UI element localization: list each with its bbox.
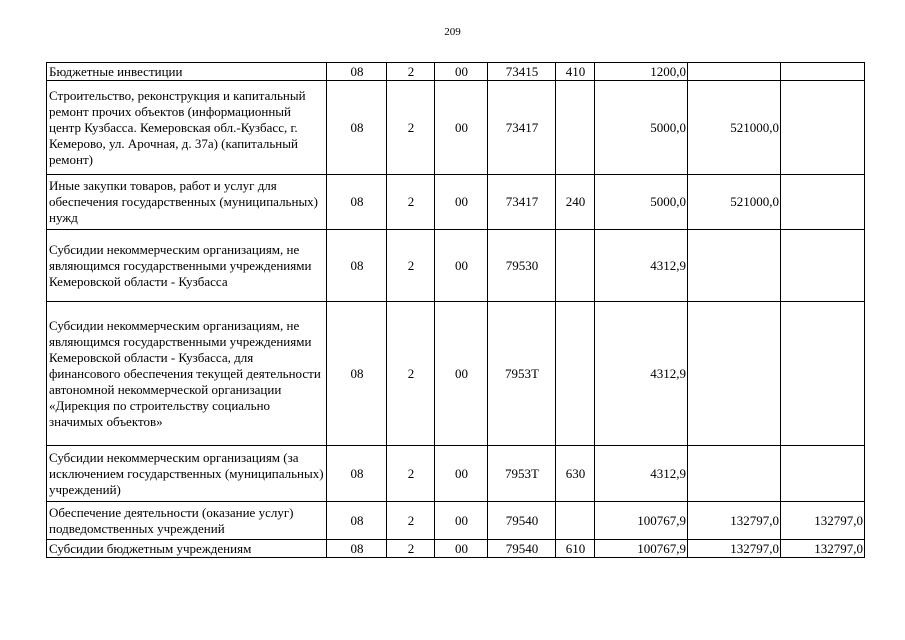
cell-sum2 (688, 446, 781, 502)
cell-section: 08 (327, 302, 387, 446)
cell-sum3 (781, 81, 865, 175)
cell-subsection: 2 (387, 63, 435, 81)
table-row (47, 81, 865, 175)
cell-section: 08 (327, 502, 387, 540)
cell-sum2: 132797,0 (688, 540, 781, 558)
cell-name: Субсидии некоммерческим организациям, не являющимся государственными учреждениями Кемеровской области - Кузбасса, для финансового обеспечения текущей деятельности автономной некоммерческой организации «Дирекция по строительству социально значимых объектов» (47, 302, 327, 446)
cell-program: 00 (435, 81, 488, 175)
cell-sum3 (781, 230, 865, 302)
cell-name: Иные закупки товаров, работ и услуг для обеспечения государственных (муниципальных) нужд (47, 175, 327, 230)
cell-program: 00 (435, 446, 488, 502)
cell-target: 73415 (488, 63, 556, 81)
cell-name: Субсидии некоммерческим организациям (за исключением государственных (муниципальных) учреждений) (47, 446, 327, 502)
cell-name: Обеспечение деятельности (оказание услуг) подведомственных учреждений (47, 502, 327, 540)
table-body (47, 63, 865, 558)
cell-program: 00 (435, 230, 488, 302)
cell-sum1: 100767,9 (595, 502, 688, 540)
table-row (47, 502, 865, 540)
cell-sum1: 1200,0 (595, 63, 688, 81)
cell-name: Бюджетные инвестиции (47, 63, 327, 81)
cell-subsection: 2 (387, 446, 435, 502)
cell-target: 7953Т (488, 446, 556, 502)
cell-name: Строительство, реконструкция и капитальный ремонт прочих объектов (информационный центр Кузбасса. Кемеровская обл.-Кузбасс, г. Кемерово, ул. Арочная, д. 37а) (капитальный ремонт) (47, 81, 327, 175)
cell-sum3: 132797,0 (781, 502, 865, 540)
cell-type: 410 (556, 63, 595, 81)
cell-target: 79540 (488, 540, 556, 558)
cell-type (556, 230, 595, 302)
table-row (47, 446, 865, 502)
cell-sum1: 100767,9 (595, 540, 688, 558)
cell-sum1: 4312,9 (595, 302, 688, 446)
cell-name: Субсидии бюджетным учреждениям (47, 540, 327, 558)
cell-program: 00 (435, 540, 488, 558)
cell-sum3 (781, 175, 865, 230)
cell-subsection: 2 (387, 502, 435, 540)
cell-sum2 (688, 230, 781, 302)
cell-program: 00 (435, 63, 488, 81)
cell-sum3: 132797,0 (781, 540, 865, 558)
page-number: 209 (444, 26, 461, 38)
cell-section: 08 (327, 540, 387, 558)
table-row (47, 63, 865, 81)
table-row (47, 230, 865, 302)
cell-section: 08 (327, 81, 387, 175)
cell-type (556, 81, 595, 175)
cell-program: 00 (435, 302, 488, 446)
cell-target: 7953Т (488, 302, 556, 446)
cell-sum2: 521000,0 (688, 175, 781, 230)
cell-sum2 (688, 63, 781, 81)
cell-sum2: 132797,0 (688, 502, 781, 540)
cell-type: 240 (556, 175, 595, 230)
cell-subsection: 2 (387, 230, 435, 302)
cell-type: 630 (556, 446, 595, 502)
cell-sum1: 5000,0 (595, 175, 688, 230)
cell-sum3 (781, 302, 865, 446)
cell-type (556, 302, 595, 446)
cell-sum3 (781, 446, 865, 502)
table-row (47, 302, 865, 446)
cell-section: 08 (327, 175, 387, 230)
cell-sum1: 4312,9 (595, 446, 688, 502)
table-row (47, 175, 865, 230)
cell-type (556, 502, 595, 540)
cell-section: 08 (327, 446, 387, 502)
cell-section: 08 (327, 63, 387, 81)
cell-name: Субсидии некоммерческим организациям, не являющимся государственными учреждениями Кемеровской области - Кузбасса (47, 230, 327, 302)
cell-subsection: 2 (387, 81, 435, 175)
budget-table (46, 62, 865, 558)
cell-target: 73417 (488, 81, 556, 175)
cell-sum2 (688, 302, 781, 446)
cell-sum1: 5000,0 (595, 81, 688, 175)
cell-program: 00 (435, 502, 488, 540)
cell-subsection: 2 (387, 175, 435, 230)
cell-subsection: 2 (387, 540, 435, 558)
cell-sum2: 521000,0 (688, 81, 781, 175)
cell-section: 08 (327, 230, 387, 302)
cell-type: 610 (556, 540, 595, 558)
cell-target: 73417 (488, 175, 556, 230)
table-row (47, 540, 865, 558)
cell-sum1: 4312,9 (595, 230, 688, 302)
cell-target: 79530 (488, 230, 556, 302)
cell-program: 00 (435, 175, 488, 230)
cell-target: 79540 (488, 502, 556, 540)
cell-sum3 (781, 63, 865, 81)
cell-subsection: 2 (387, 302, 435, 446)
